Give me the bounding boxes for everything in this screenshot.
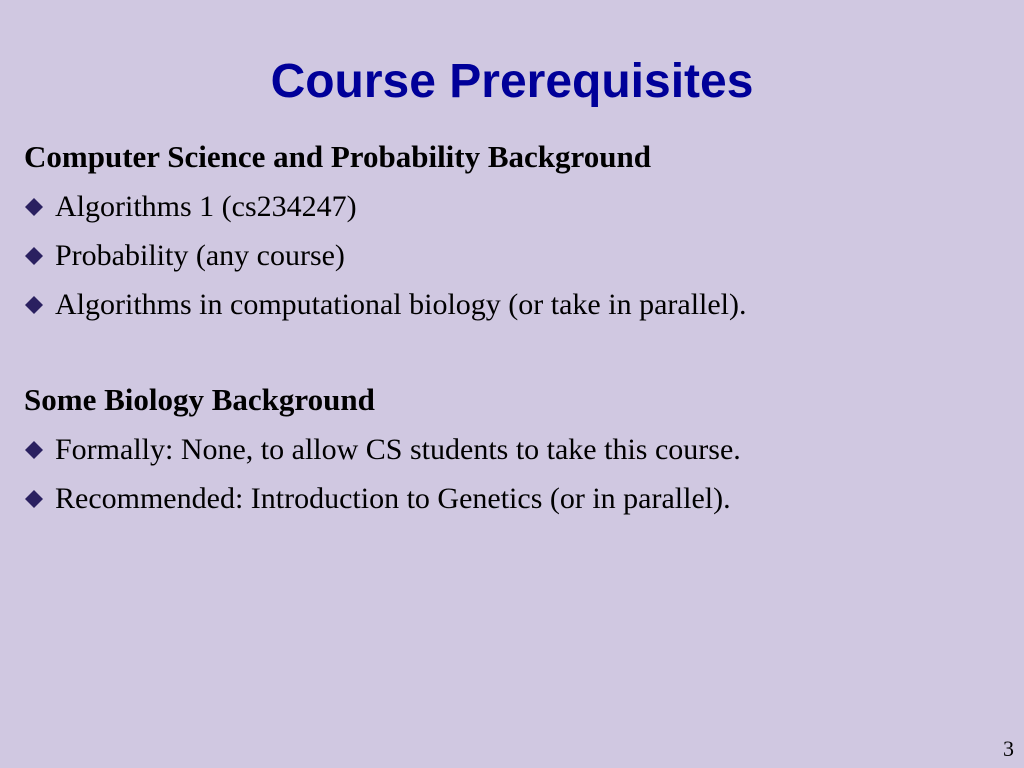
section-heading-cs: Computer Science and Probability Background: [24, 139, 651, 174]
slide-title: Course Prerequisites: [270, 55, 754, 108]
list-item: [24, 187, 357, 227]
diamond-bullet-icon: [24, 246, 44, 266]
list-item: [24, 430, 741, 470]
diamond-bullet-icon: [24, 489, 44, 509]
list-item-text: Recommended: Introduction to Genetics (or in parallel).: [55, 482, 731, 515]
list-item-text: Formally: None, to allow CS students to take this course.: [55, 433, 741, 466]
diamond-bullet-icon: [24, 295, 44, 315]
slide-number: 3: [1003, 736, 1014, 761]
list-item: [24, 236, 345, 276]
list-item: [24, 479, 731, 519]
list-item-text: Algorithms 1 (cs234247): [55, 190, 357, 223]
list-item-text: Probability (any course): [55, 239, 345, 272]
list-item-text: Algorithms in computational biology (or take in parallel).: [55, 288, 747, 321]
diamond-bullet-icon: [24, 197, 44, 217]
list-item: [24, 285, 747, 325]
section-heading-biology: Some Biology Background: [24, 382, 375, 417]
diamond-bullet-icon: [24, 440, 44, 460]
